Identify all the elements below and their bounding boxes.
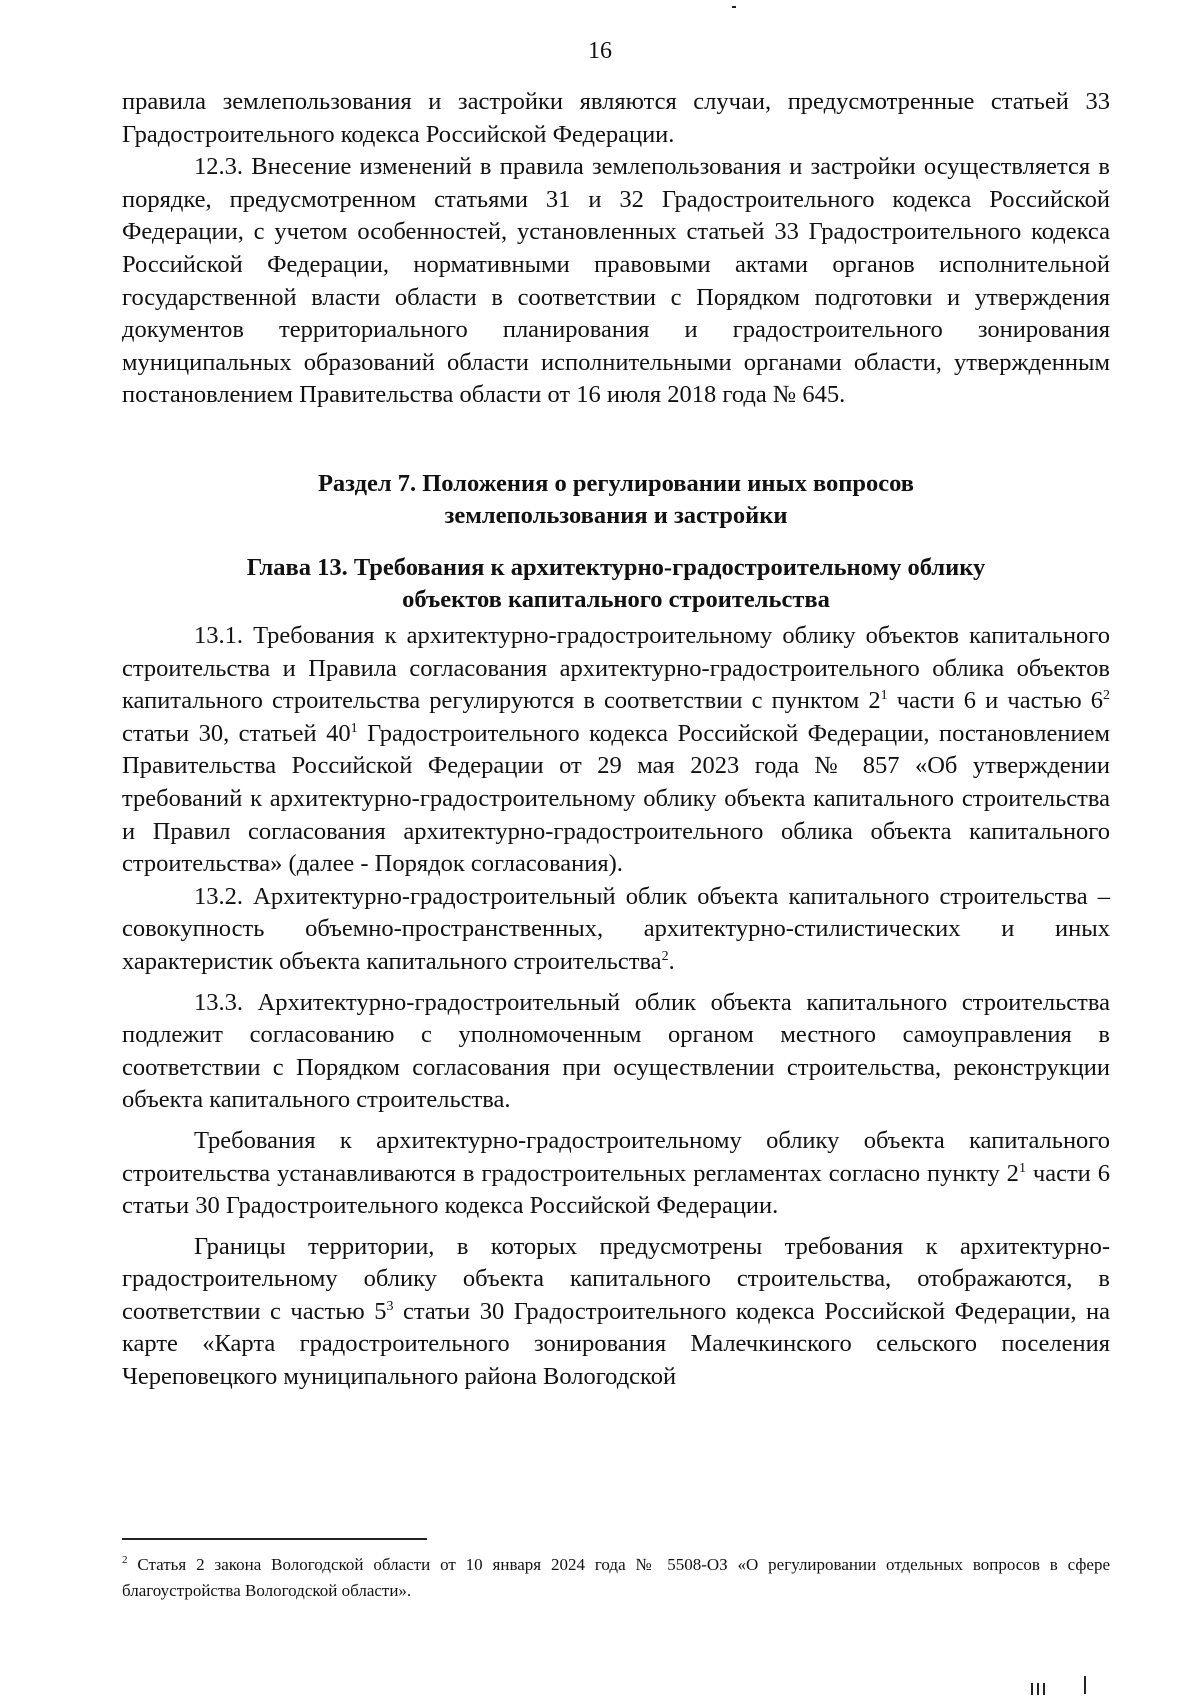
chapter-heading-line-2: объектов капитального строительства	[402, 586, 830, 613]
document-body	[122, 86, 1110, 412]
footnote-reference: 2	[661, 948, 669, 964]
scan-artifact	[732, 6, 736, 8]
superscript: 1	[350, 720, 358, 736]
section-heading-line-1: Раздел 7. Положения о регулировании иных вопросов	[317, 470, 915, 497]
superscript: 2	[1103, 688, 1110, 704]
chapter-13-body	[122, 620, 1110, 1394]
text-run: Градостроительного кодекса Российской Федерации, постановлением Правительства Российской Федерации от 29 мая 2023 года № 857 «Об утверждении требований к архитектурно-градостроительному облику объекта капитального строительства и Правил согласования архитектурно-градостроительного облика объекта капитального строительства» (далее - Порядок согласования).	[122, 719, 1110, 878]
text-run: 13.1. Требования к архитектурно-градостроительному облику объектов капитального строительства и Правила согласования архитектурно-градостроительного облика объектов капитального строительства регулируются в соответствии с пунктом 2	[122, 622, 1110, 715]
text-run: Границы территории, в которых предусмотрены требования к архитектурно-градостроительному облику объекта капитального строительства, отображаются, в соответствии с частью 5	[122, 1232, 1110, 1325]
paragraph-13-2	[122, 881, 1110, 979]
scan-artifact	[1084, 1676, 1086, 1694]
text-run: части 6 статьи 30 Градостроительного кодекса Российской Федерации.	[122, 1159, 1110, 1220]
paragraph-13-1	[122, 620, 1110, 881]
text-run: статьи 30 Градостроительного кодекса Российской Федерации, на карте «Карта градостроительного зонирования Малечкинского сельского поселения Череповецкого муниципального района Вологодской	[122, 1297, 1111, 1391]
footnote-separator	[122, 1538, 427, 1540]
superscript: 1	[880, 688, 888, 704]
paragraph-boundaries	[122, 1231, 1110, 1394]
text-run: 13.2. Архитектурно-градостроительный облик объекта капитального строительства – совокупность объемно-пространственных, архитектурно-стилистических и иных характеристик объекта капитального строительства	[122, 882, 1110, 975]
superscript: 3	[386, 1298, 394, 1314]
text-run: Требования к архитектурно-градостроительному облику объекта капитального строительства устанавливаются в градостроительных регламентах согласно пункту 2	[122, 1126, 1110, 1187]
paragraph-13-3: 13.3. Архитектурно-градостроительный облик объекта капитального строительства подлежит согласованию с уполномоченным органом местного самоуправления в соответствии с Порядком согласования при осуществлении строительства, реконструкции объекта капитального строительства.	[122, 988, 1110, 1114]
footnote	[122, 1552, 1110, 1604]
footnote-mark: 2	[122, 1554, 128, 1566]
section-heading	[122, 468, 1110, 532]
paragraph-requirements	[122, 1125, 1110, 1223]
page-number: 16	[588, 38, 612, 64]
paragraph-continuation: правила землепользования и застройки являются случаи, предусмотренные статьей 33 Градостроительного кодекса Российской Федерации.	[122, 88, 1110, 148]
scan-artifact	[1031, 1683, 1033, 1695]
text-run: статьи 30, статьей 40	[122, 719, 351, 747]
scan-artifact	[1037, 1683, 1039, 1695]
scan-artifact	[1043, 1683, 1045, 1695]
superscript: 1	[1018, 1160, 1026, 1176]
text-run: части 6 и частью 6	[887, 687, 1103, 715]
text-run: .	[668, 947, 675, 975]
section-heading-line-2: землепользования и застройки	[444, 502, 788, 529]
footnote-text: Статья 2 закона Вологодской области от 10 января 2024 года № 5508-ОЗ «О регулировании отдельных вопросов в сфере благоустройства Вологодской области».	[122, 1555, 1110, 1600]
paragraph-12-3: 12.3. Внесение изменений в правила землепользования и застройки осуществляется в порядке, предусмотренном статьями 31 и 32 Градостроительного кодекса Российской Федерации, с учетом особенностей, установленных статьей 33 Градостроительного кодекса Российской Федерации, нормативными правовыми актами органов исполнительной государственной власти области в соответствии с Порядком подготовки и утверждения документов территориального планирования и градостроительного зонирования муниципальных образований области исполнительными органами области, утвержденным постановлением Правительства области от 16 июля 2018 года № 645.	[122, 153, 1110, 409]
chapter-heading	[122, 552, 1110, 616]
chapter-heading-line-1: Глава 13. Требования к архитектурно-градостроительному облику	[246, 554, 986, 581]
